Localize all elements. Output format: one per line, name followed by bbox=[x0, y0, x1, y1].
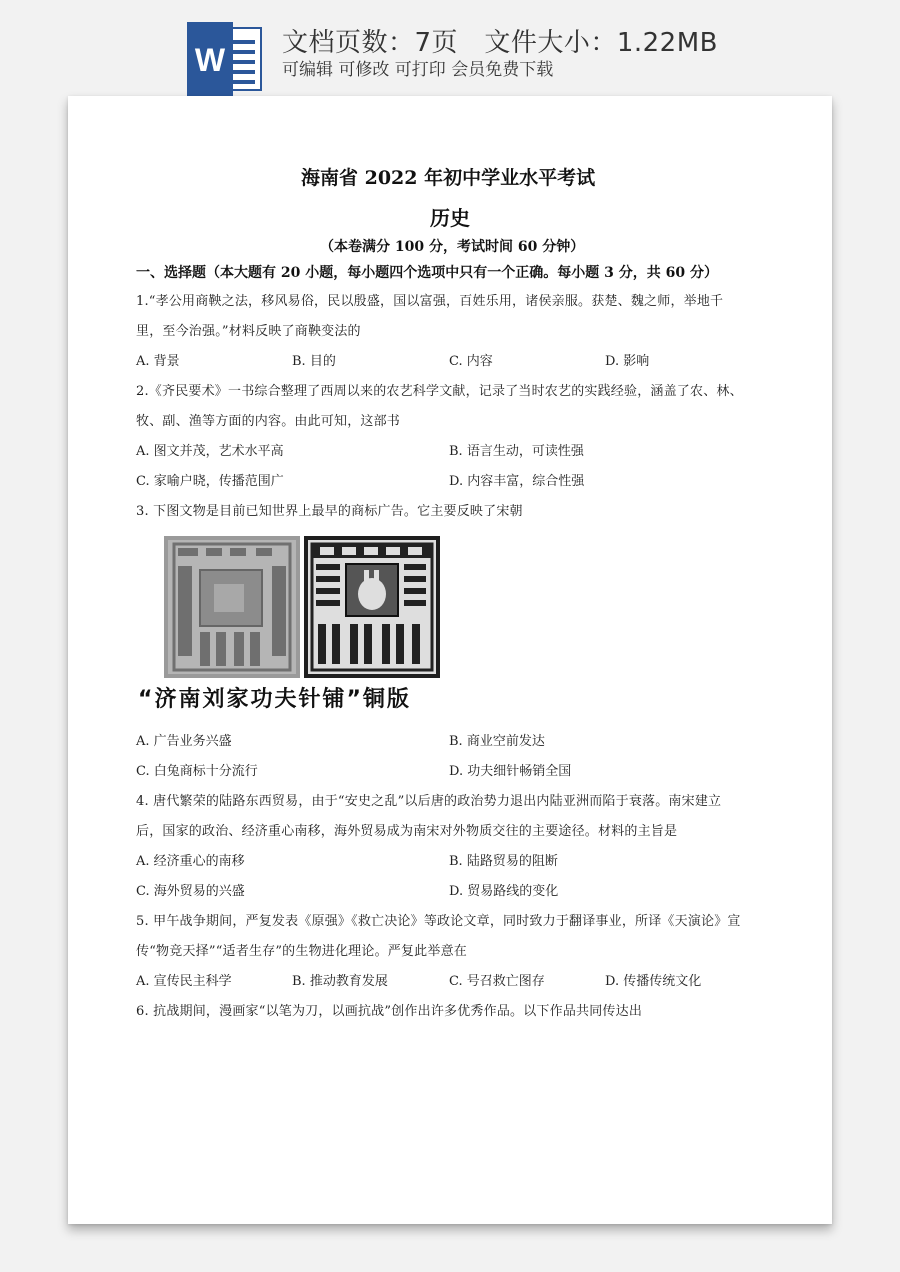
document-info-subtitle: 可编辑 可修改 可打印 会员免费下载 bbox=[282, 60, 554, 80]
question-4-option-d: D. 贸易路线的变化 bbox=[449, 884, 559, 899]
question-1-option-b: B. 目的 bbox=[292, 354, 336, 369]
question-2-option-c: C. 家喻户晓，传播范围广 bbox=[136, 474, 284, 489]
word-letter: W bbox=[194, 42, 226, 78]
question-1-line-2: 里，至今治强。”材料反映了商鞅变法的 bbox=[136, 324, 361, 339]
question-4-option-c: C. 海外贸易的兴盛 bbox=[136, 884, 245, 899]
question-2-option-a: A. 图文并茂，艺术水平高 bbox=[136, 444, 284, 459]
question-2-line-2: 牧、副、渔等方面的内容。由此可知，这部书 bbox=[136, 414, 401, 429]
question-5-line-2: 传“物竞天择”“适者生存”的生物进化理论。严复此举意在 bbox=[136, 944, 467, 959]
section-heading: 一、选择题（本大题有 20 小题，每小题四个选项中只有一个正确。每小题 3 分，共 60 分） bbox=[136, 265, 718, 281]
question-1-option-d: D. 影响 bbox=[605, 354, 650, 369]
question-1-line-1: 1.“孝公用商鞅之法，移风易俗，民以殷盛，国以富强，百姓乐用，诸侯亲服。获楚、魏之师，举地千 bbox=[136, 294, 724, 309]
question-4-line-2: 后，国家的政治、经济重心南移，海外贸易成为南宋对外物质交往的主要途径。材料的主旨是 bbox=[136, 824, 678, 839]
question-4-option-a: A. 经济重心的南移 bbox=[136, 854, 245, 869]
copper-plate-artifact-image bbox=[164, 536, 440, 678]
question-4-line-1: 4. 唐代繁荣的陆路东西贸易，由于“安史之乱”以后唐的政治势力退出内陆亚洲而陷于衰落。南宋建立 bbox=[136, 794, 722, 809]
question-2-option-d: D. 内容丰富，综合性强 bbox=[449, 474, 585, 489]
question-5-option-a: A. 宣传民主科学 bbox=[136, 974, 232, 989]
question-3-option-b: B. 商业空前发达 bbox=[449, 734, 545, 749]
exam-paper-page bbox=[68, 96, 832, 1224]
question-4-option-b: B. 陆路贸易的阻断 bbox=[449, 854, 558, 869]
exam-subject: 历史 bbox=[430, 206, 470, 230]
question-5-option-c: C. 号召救亡图存 bbox=[449, 974, 545, 989]
question-3-option-c: C. 白兔商标十分流行 bbox=[136, 764, 258, 779]
question-2-line-1: 2.《齐民要术》一书综合整理了西周以来的农艺科学文献，记录了当时农艺的实践经验，涵盖了农、林、 bbox=[136, 384, 743, 399]
question-3-option-a: A. 广告业务兴盛 bbox=[136, 734, 232, 749]
question-5-line-1: 5. 甲午战争期间，严复发表《原强》《救亡决论》等政论文章，同时致力于翻译事业，所译《天演论》宣 bbox=[136, 914, 741, 929]
question-6-line-1: 6. 抗战期间，漫画家“以笔为刀，以画抗战”创作出许多优秀作品。以下作品共同传达出 bbox=[136, 1004, 643, 1019]
download-banner bbox=[0, 0, 900, 96]
question-5-option-d: D. 传播传统文化 bbox=[605, 974, 702, 989]
figure-caption: “济南刘家功夫针铺”铜版 bbox=[138, 687, 411, 712]
question-2-option-b: B. 语言生动，可读性强 bbox=[449, 444, 584, 459]
exam-title: 海南省 2022 年初中学业水平考试 bbox=[301, 167, 596, 189]
question-1-option-a: A. 背景 bbox=[136, 354, 180, 369]
question-1-option-c: C. 内容 bbox=[449, 354, 493, 369]
question-3-option-d: D. 功夫细针畅销全国 bbox=[449, 764, 572, 779]
exam-note: （本卷满分 100 分，考试时间 60 分钟） bbox=[320, 239, 585, 255]
question-5-option-b: B. 推动教育发展 bbox=[292, 974, 388, 989]
question-3-line-1: 3. 下图文物是目前已知世界上最早的商标广告。它主要反映了宋朝 bbox=[136, 504, 523, 519]
document-info-title: 文档页数：7页 文件大小：1.22MB bbox=[282, 28, 718, 58]
word-document-icon bbox=[187, 20, 263, 96]
